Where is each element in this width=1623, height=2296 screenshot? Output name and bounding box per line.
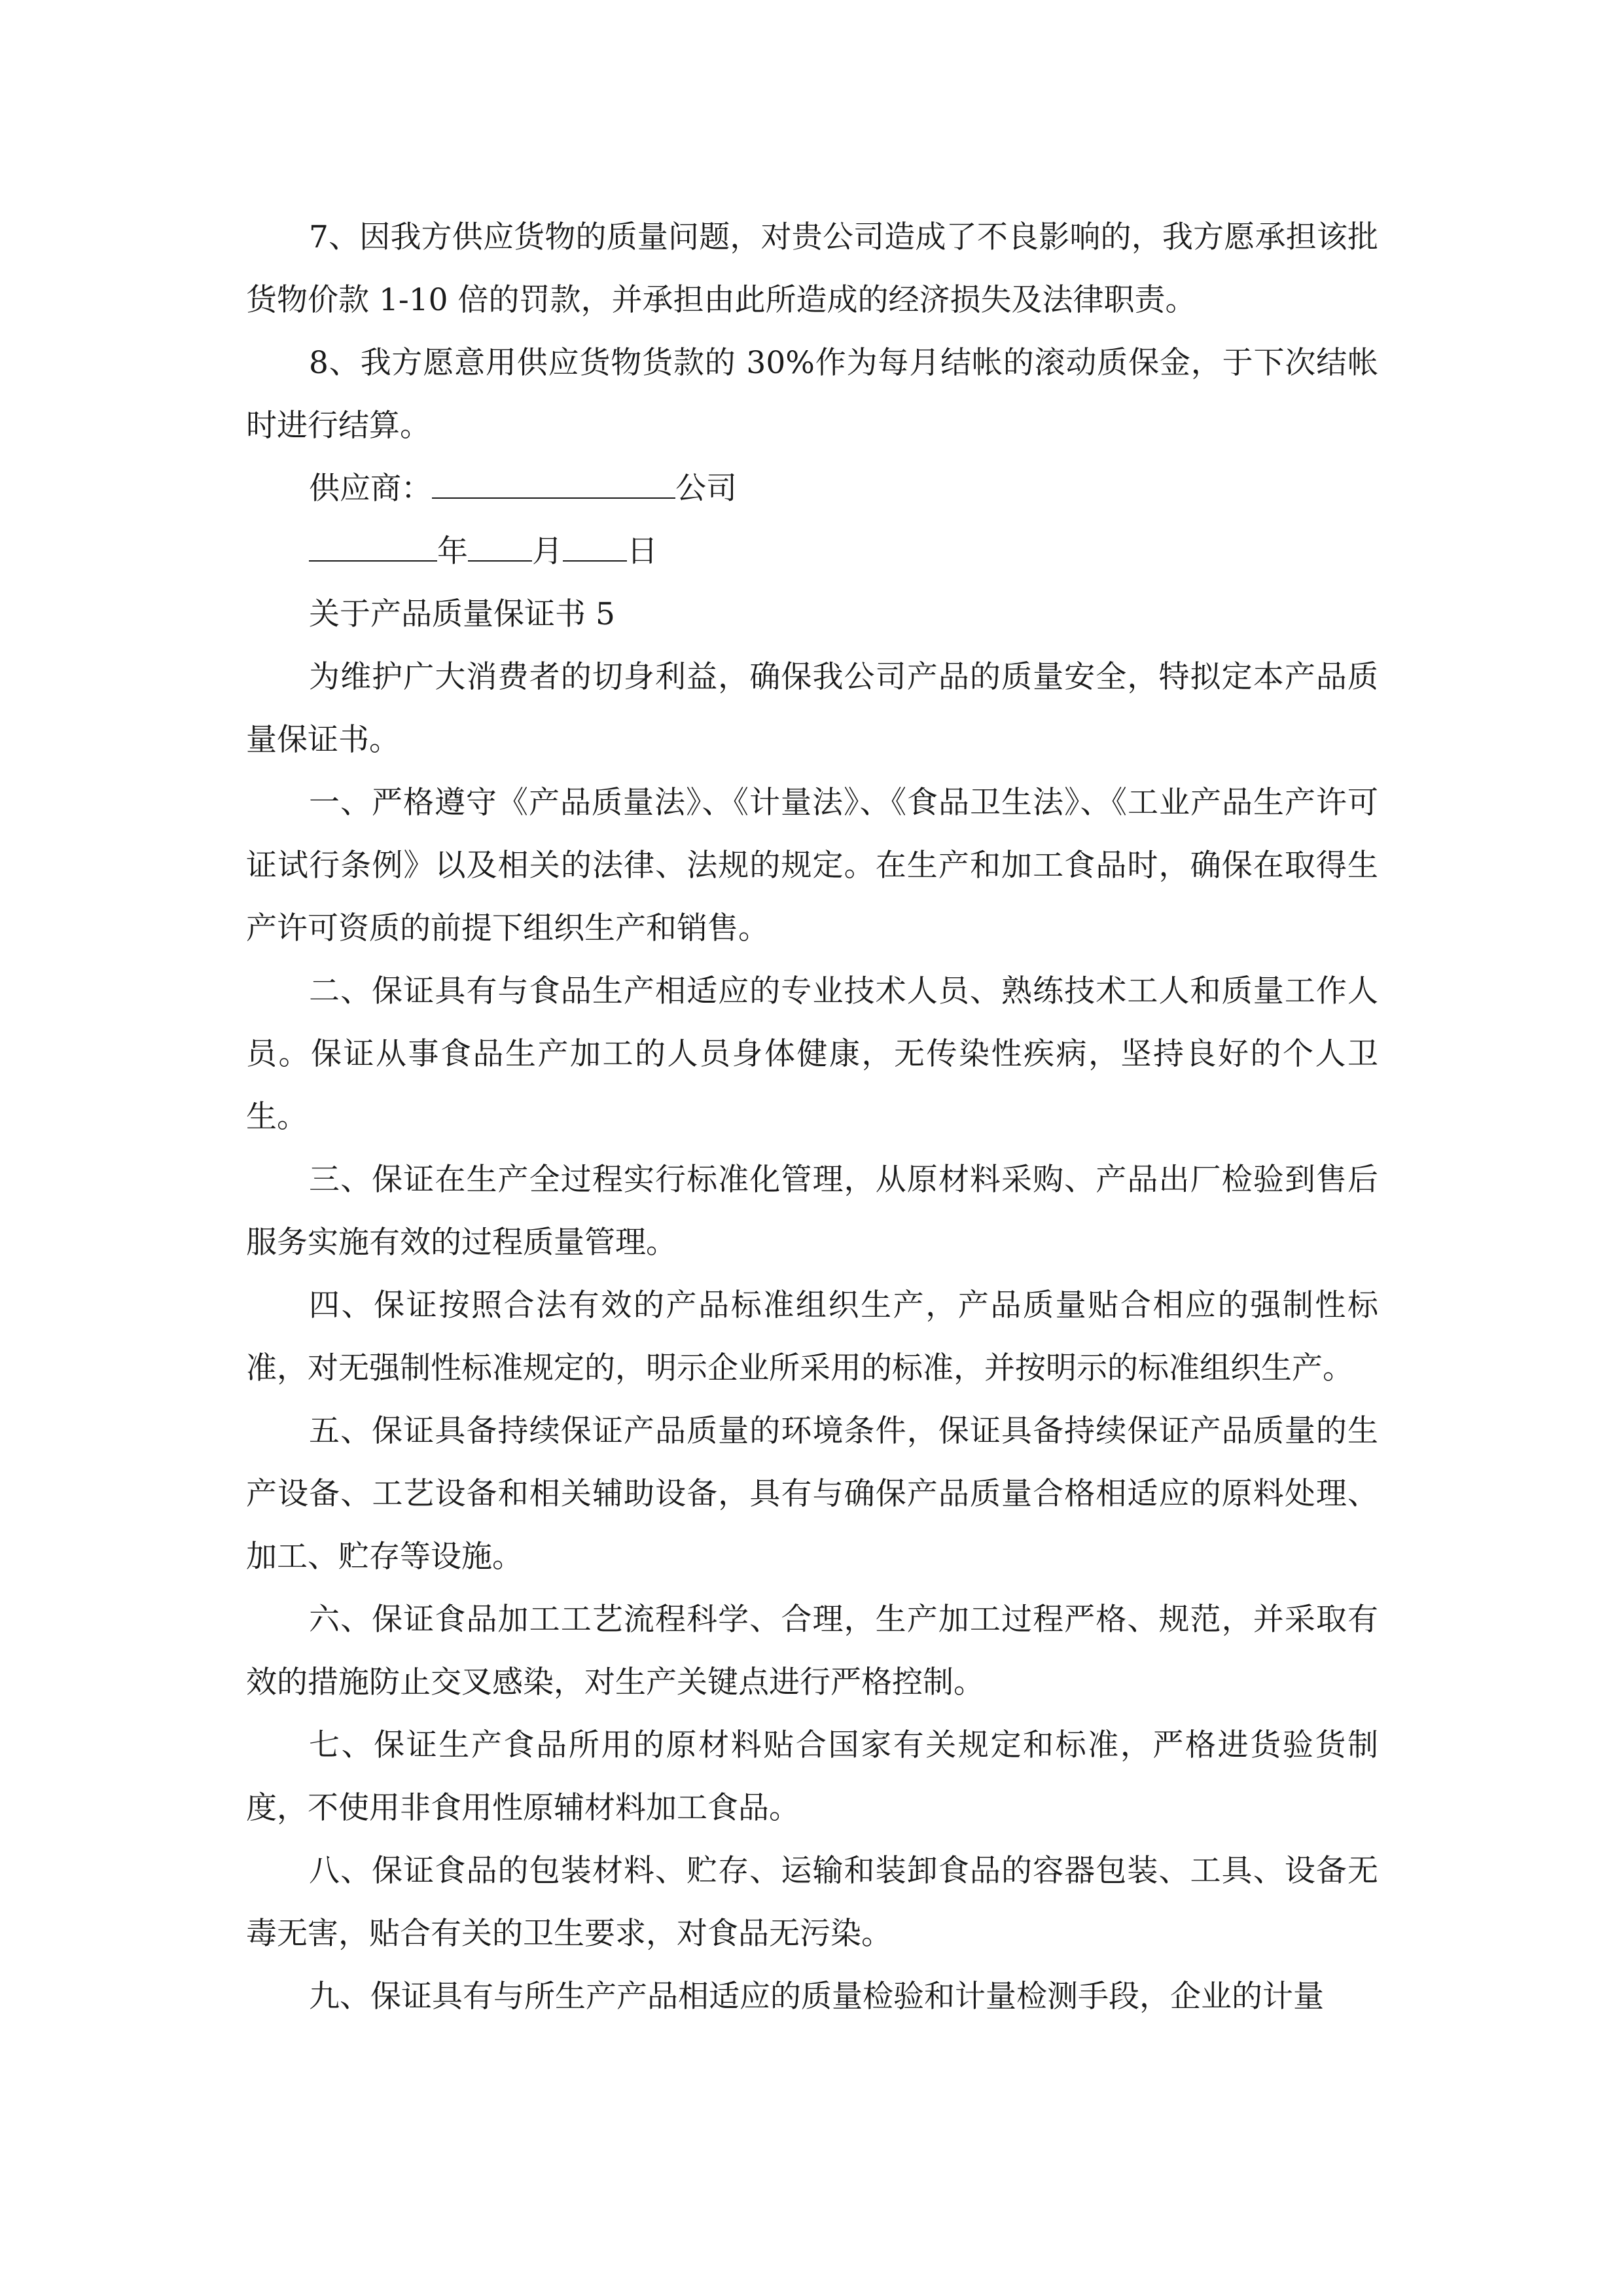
year-blank [309, 531, 437, 562]
month-blank [468, 531, 532, 562]
supplier-label: 供应商： [309, 471, 432, 507]
paragraph-item-7: 7、因我方供应货物的质量问题，对贵公司造成了不良影响的，我方愿承担该批货物价款 1-10 倍的罚款，并承担由此所造成的经济损失及法律职责。 [246, 219, 1378, 318]
clause-7: 七、保证生产食品所用的原材料贴合国家有关规定和标准，严格进货验货制度，不使用非食用性原辅材料加工食品。 [246, 1727, 1378, 1826]
section-title: 关于产品质量保证书 5 [309, 596, 615, 632]
paragraph-item-8: 8、我方愿意用供应货物货款的 30%作为每月结帐的滚动质保金，于下次结帐时进行结算。 [246, 345, 1378, 444]
clause-4: 四、保证按照合法有效的产品标准组织生产，产品质量贴合相应的强制性标准，对无强制性标准规定的，明示企业所采用的标准，并按明示的标准组织生产。 [246, 1287, 1378, 1386]
clause-9: 九、保证具有与所生产产品相适应的质量检验和计量检测手段，企业的计量 [309, 1979, 1324, 2015]
supplier-name-blank [432, 469, 675, 499]
date-line [246, 520, 1378, 583]
clause-8: 八、保证食品的包装材料、贮存、运输和装卸食品的容器包装、工具、设备无毒无害，贴合有关的卫生要求，对食品无污染。 [246, 1853, 1378, 1952]
month-label: 月 [532, 533, 563, 569]
day-blank [563, 531, 627, 562]
year-label: 年 [437, 533, 468, 569]
document-page [246, 206, 1378, 2028]
clause-6: 六、保证食品加工工艺流程科学、合理，生产加工过程严格、规范，并采取有效的措施防止交叉感染，对生产关键点进行严格控制。 [246, 1602, 1378, 1700]
clause-1: 一、严格遵守《产品质量法》、《计量法》、《食品卫生法》、《工业产品生产许可证试行条例》以及相关的法律、法规的规定。在生产和加工食品时，确保在取得生产许可资质的前提下组织生产和销售。 [246, 785, 1378, 946]
section-intro: 为维护广大消费者的切身利益，确保我公司产品的质量安全，特拟定本产品质量保证书。 [246, 659, 1378, 758]
clause-5: 五、保证具备持续保证产品质量的环境条件，保证具备持续保证产品质量的生产设备、工艺设备和相关辅助设备，具有与确保产品质量合格相适应的原料处理、加工、贮存等设施。 [246, 1413, 1378, 1575]
company-suffix: 公司 [675, 471, 737, 507]
clause-3: 三、保证在生产全过程实行标准化管理，从原材料采购、产品出厂检验到售后服务实施有效的过程质量管理。 [246, 1162, 1378, 1261]
day-label: 日 [627, 533, 658, 569]
supplier-signature-line [246, 457, 1378, 520]
clause-2: 二、保证具有与食品生产相适应的专业技术人员、熟练技术工人和质量工作人员。保证从事食品生产加工的人员身体健康，无传染性疾病，坚持良好的个人卫生。 [246, 973, 1378, 1135]
